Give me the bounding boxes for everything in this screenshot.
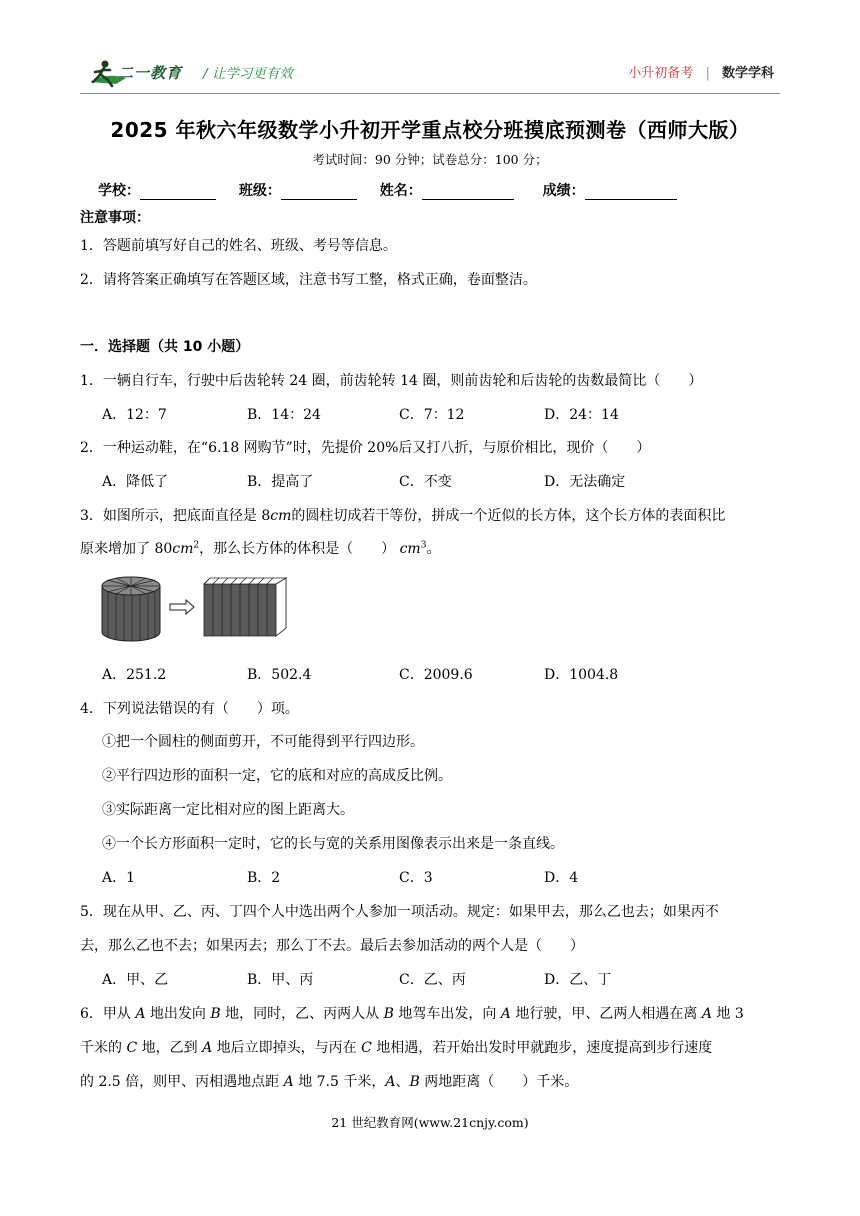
question-5-stem-line2: 去，那么乙也不去；如果丙去；那么丁不去。最后去参加活动的两个人是（ ） [80, 938, 584, 954]
q3-option-c[interactable]: C．2009.6 [399, 667, 473, 683]
q5-option-d[interactable]: D．乙、丁 [544, 972, 612, 988]
question-5-stem: 5．现在从甲、乙、丙、丁四个人中选出两个人参加一项活动。规定：如果甲去，那么乙也去；如果丙不 [80, 904, 719, 920]
q3-option-a[interactable]: A．251.2 [102, 667, 167, 683]
q5-option-c[interactable]: C．乙、丙 [399, 972, 466, 988]
score-label: 成绩： [542, 183, 585, 199]
q2-option-c[interactable]: C．不变 [399, 474, 452, 490]
arrow-icon [170, 600, 194, 614]
question-3-stem-line2: 原来增加了 $80cm^2$，那么长方体的体积是（ ） $cm^3$。 [80, 540, 441, 557]
student-info-row [98, 180, 693, 200]
subject-tag: 数学学科 [721, 66, 774, 81]
q3-option-d[interactable]: D．1004.8 [544, 667, 619, 683]
q4-statement: ①把一个圆柱的侧面剪开，不可能得到平行四边形。 [102, 734, 424, 750]
page-title: 2025 年秋六年级数学小升初开学重点校分班摸底预测卷（西师大版） [110, 118, 750, 142]
exam-tag: 小升初备考 [628, 66, 694, 81]
tag-separator: | [705, 66, 710, 81]
page-footer[interactable]: 21 世纪教育网(www.21cnjy.com) [331, 1115, 529, 1130]
class-blank[interactable] [281, 185, 357, 200]
q1-option-b[interactable]: B．14：24 [247, 407, 321, 423]
question-6-stem: 6．甲从 A 地出发向 B 地，同时，乙、丙两人从 B 地驾车出发，向 A 地行驶，甲、乙两人相遇在离 A 地 3 [80, 1006, 744, 1022]
page-header [0, 0, 860, 100]
q4-statement: ③实际距离一定比相对应的图上距离大。 [102, 802, 354, 818]
name-blank[interactable] [422, 185, 514, 200]
q4-option-a[interactable]: A．1 [102, 870, 136, 886]
q4-statement: ④一个长方形面积一定时，它的长与宽的关系用图像表示出来是一条直线。 [102, 836, 564, 852]
q2-option-a[interactable]: A．降低了 [102, 474, 169, 490]
header-divider [80, 93, 780, 94]
q5-option-b[interactable]: B．甲、丙 [247, 972, 314, 988]
school-label: 学校： [98, 183, 140, 199]
question-6-stem-line2: 千米的 C 地，乙到 A 地后立即掉头，与丙在 C 地相遇，若开始出发时甲就跑步，速度提高到步行速度 [80, 1040, 713, 1056]
school-blank[interactable] [140, 185, 216, 200]
logo-text: 二一教育 [118, 64, 183, 82]
note-item: 2．请将答案正确填写在答题区域，注意书写工整，格式正确，卷面整洁。 [80, 272, 537, 288]
q3-option-b[interactable]: B．502.4 [247, 667, 312, 683]
class-label: 班级： [238, 183, 281, 199]
header-tags [628, 62, 774, 81]
notes-heading: 注意事项： [80, 210, 150, 226]
cylinder-shape [102, 577, 160, 641]
q4-option-b[interactable]: B．2 [247, 870, 281, 886]
q4-option-d[interactable]: D．4 [544, 870, 579, 886]
score-blank[interactable] [585, 185, 677, 200]
cylinder-to-cuboid-figure [100, 572, 290, 644]
cuboid-shape [204, 578, 286, 636]
slogan: / 让学习更有效 [203, 66, 293, 82]
q1-option-d[interactable]: D．24：14 [544, 407, 619, 423]
question-1-stem: 1．一辆自行车，行驶中后齿轮转 24 圈，前齿轮转 14 圈，则前齿轮和后齿轮的齿数最简比（ ） [80, 373, 703, 389]
q1-option-c[interactable]: C．7：12 [399, 407, 465, 423]
name-label: 姓名： [379, 183, 422, 199]
question-3-stem: 3．如图所示，把底面直径是 8cm的圆柱切成若干等份，拼成一个近似的长方体，这个长方体的表面积比 [80, 508, 726, 524]
q4-statement: ②平行四边形的面积一定，它的底和对应的高成反比例。 [102, 768, 452, 784]
exam-subtitle: 考试时间：90 分钟；试卷总分：100 分； [312, 152, 548, 167]
q5-option-a[interactable]: A．甲、乙 [102, 972, 169, 988]
section-heading: 一．选择题（共 10 小题） [80, 339, 250, 355]
question-2-stem: 2．一种运动鞋，在“6.18 网购节”时，先提价 20%后又打八折，与原价相比，现价（ ） [80, 440, 651, 456]
q2-option-b[interactable]: B．提高了 [247, 474, 314, 490]
q4-option-c[interactable]: C．3 [399, 870, 433, 886]
q2-option-d[interactable]: D．无法确定 [544, 474, 626, 490]
question-6-stem-line3: 的 2.5 倍，则甲、丙相遇地点距 A 地 7.5 千米，A、B 两地距离（ ）千米。 [80, 1074, 579, 1090]
question-4-stem: 4．下列说法错误的有（ ）项。 [80, 701, 299, 717]
note-item: 1．答题前填写好自己的姓名、班级、考号等信息。 [80, 238, 397, 254]
q1-option-a[interactable]: A．12：7 [102, 407, 167, 423]
